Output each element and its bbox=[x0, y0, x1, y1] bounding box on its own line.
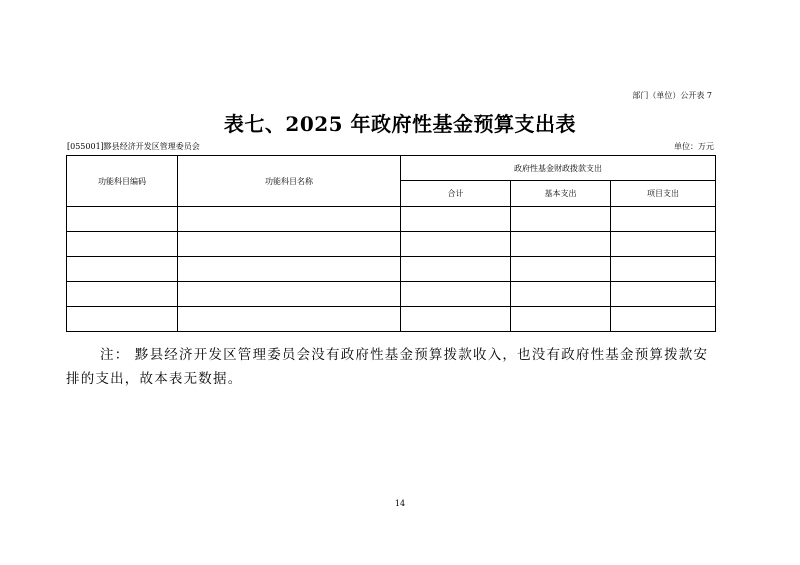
table-cell bbox=[511, 307, 611, 332]
header-basic: 基本支出 bbox=[511, 181, 611, 207]
page-title: 表七、2025 年政府性基金预算支出表 bbox=[223, 112, 577, 136]
table-cell bbox=[67, 257, 178, 282]
table-reference: 部门（单位）公开表 7 bbox=[632, 91, 712, 100]
table-cell bbox=[178, 307, 401, 332]
table-cell bbox=[67, 307, 178, 332]
table-cell bbox=[401, 207, 511, 232]
table-cell bbox=[611, 207, 716, 232]
header-total: 合计 bbox=[401, 181, 511, 207]
table-cell bbox=[178, 282, 401, 307]
note-text: 注： 黟县经济开发区管理委员会没有政府性基金预算拨款收入，也没有政府性基金预算拨款安排的支出，故本表无数据。 bbox=[66, 347, 709, 387]
header-name: 功能科目名称 bbox=[178, 156, 401, 207]
header-project: 项目支出 bbox=[611, 181, 716, 207]
table-cell bbox=[611, 307, 716, 332]
table-cell bbox=[611, 232, 716, 257]
table-cell bbox=[401, 282, 511, 307]
table-cell bbox=[511, 282, 611, 307]
table-cell bbox=[401, 307, 511, 332]
header-fund-expenditure: 政府性基金财政拨款支出 bbox=[401, 156, 716, 181]
unit-label: 单位：万元 bbox=[674, 142, 714, 151]
table-cell bbox=[511, 207, 611, 232]
table-row bbox=[67, 307, 716, 332]
table-row bbox=[67, 282, 716, 307]
table-cell bbox=[611, 257, 716, 282]
table-cell bbox=[178, 257, 401, 282]
table-cell bbox=[401, 257, 511, 282]
table-cell bbox=[178, 207, 401, 232]
table-cell bbox=[401, 232, 511, 257]
table-cell bbox=[178, 232, 401, 257]
table-cell bbox=[67, 207, 178, 232]
header-code: 功能科目编码 bbox=[67, 156, 178, 207]
table-row bbox=[67, 257, 716, 282]
table-cell bbox=[611, 282, 716, 307]
note bbox=[66, 343, 721, 391]
table-cell bbox=[511, 257, 611, 282]
budget-table bbox=[66, 155, 716, 332]
table-row bbox=[67, 207, 716, 232]
organization-label: [055001]黟县经济开发区管理委员会 bbox=[67, 142, 200, 151]
table-cell bbox=[67, 232, 178, 257]
page-number: 14 bbox=[394, 499, 406, 508]
table-cell bbox=[67, 282, 178, 307]
table-cell bbox=[511, 232, 611, 257]
table-row bbox=[67, 232, 716, 257]
table-header-row bbox=[67, 156, 716, 181]
